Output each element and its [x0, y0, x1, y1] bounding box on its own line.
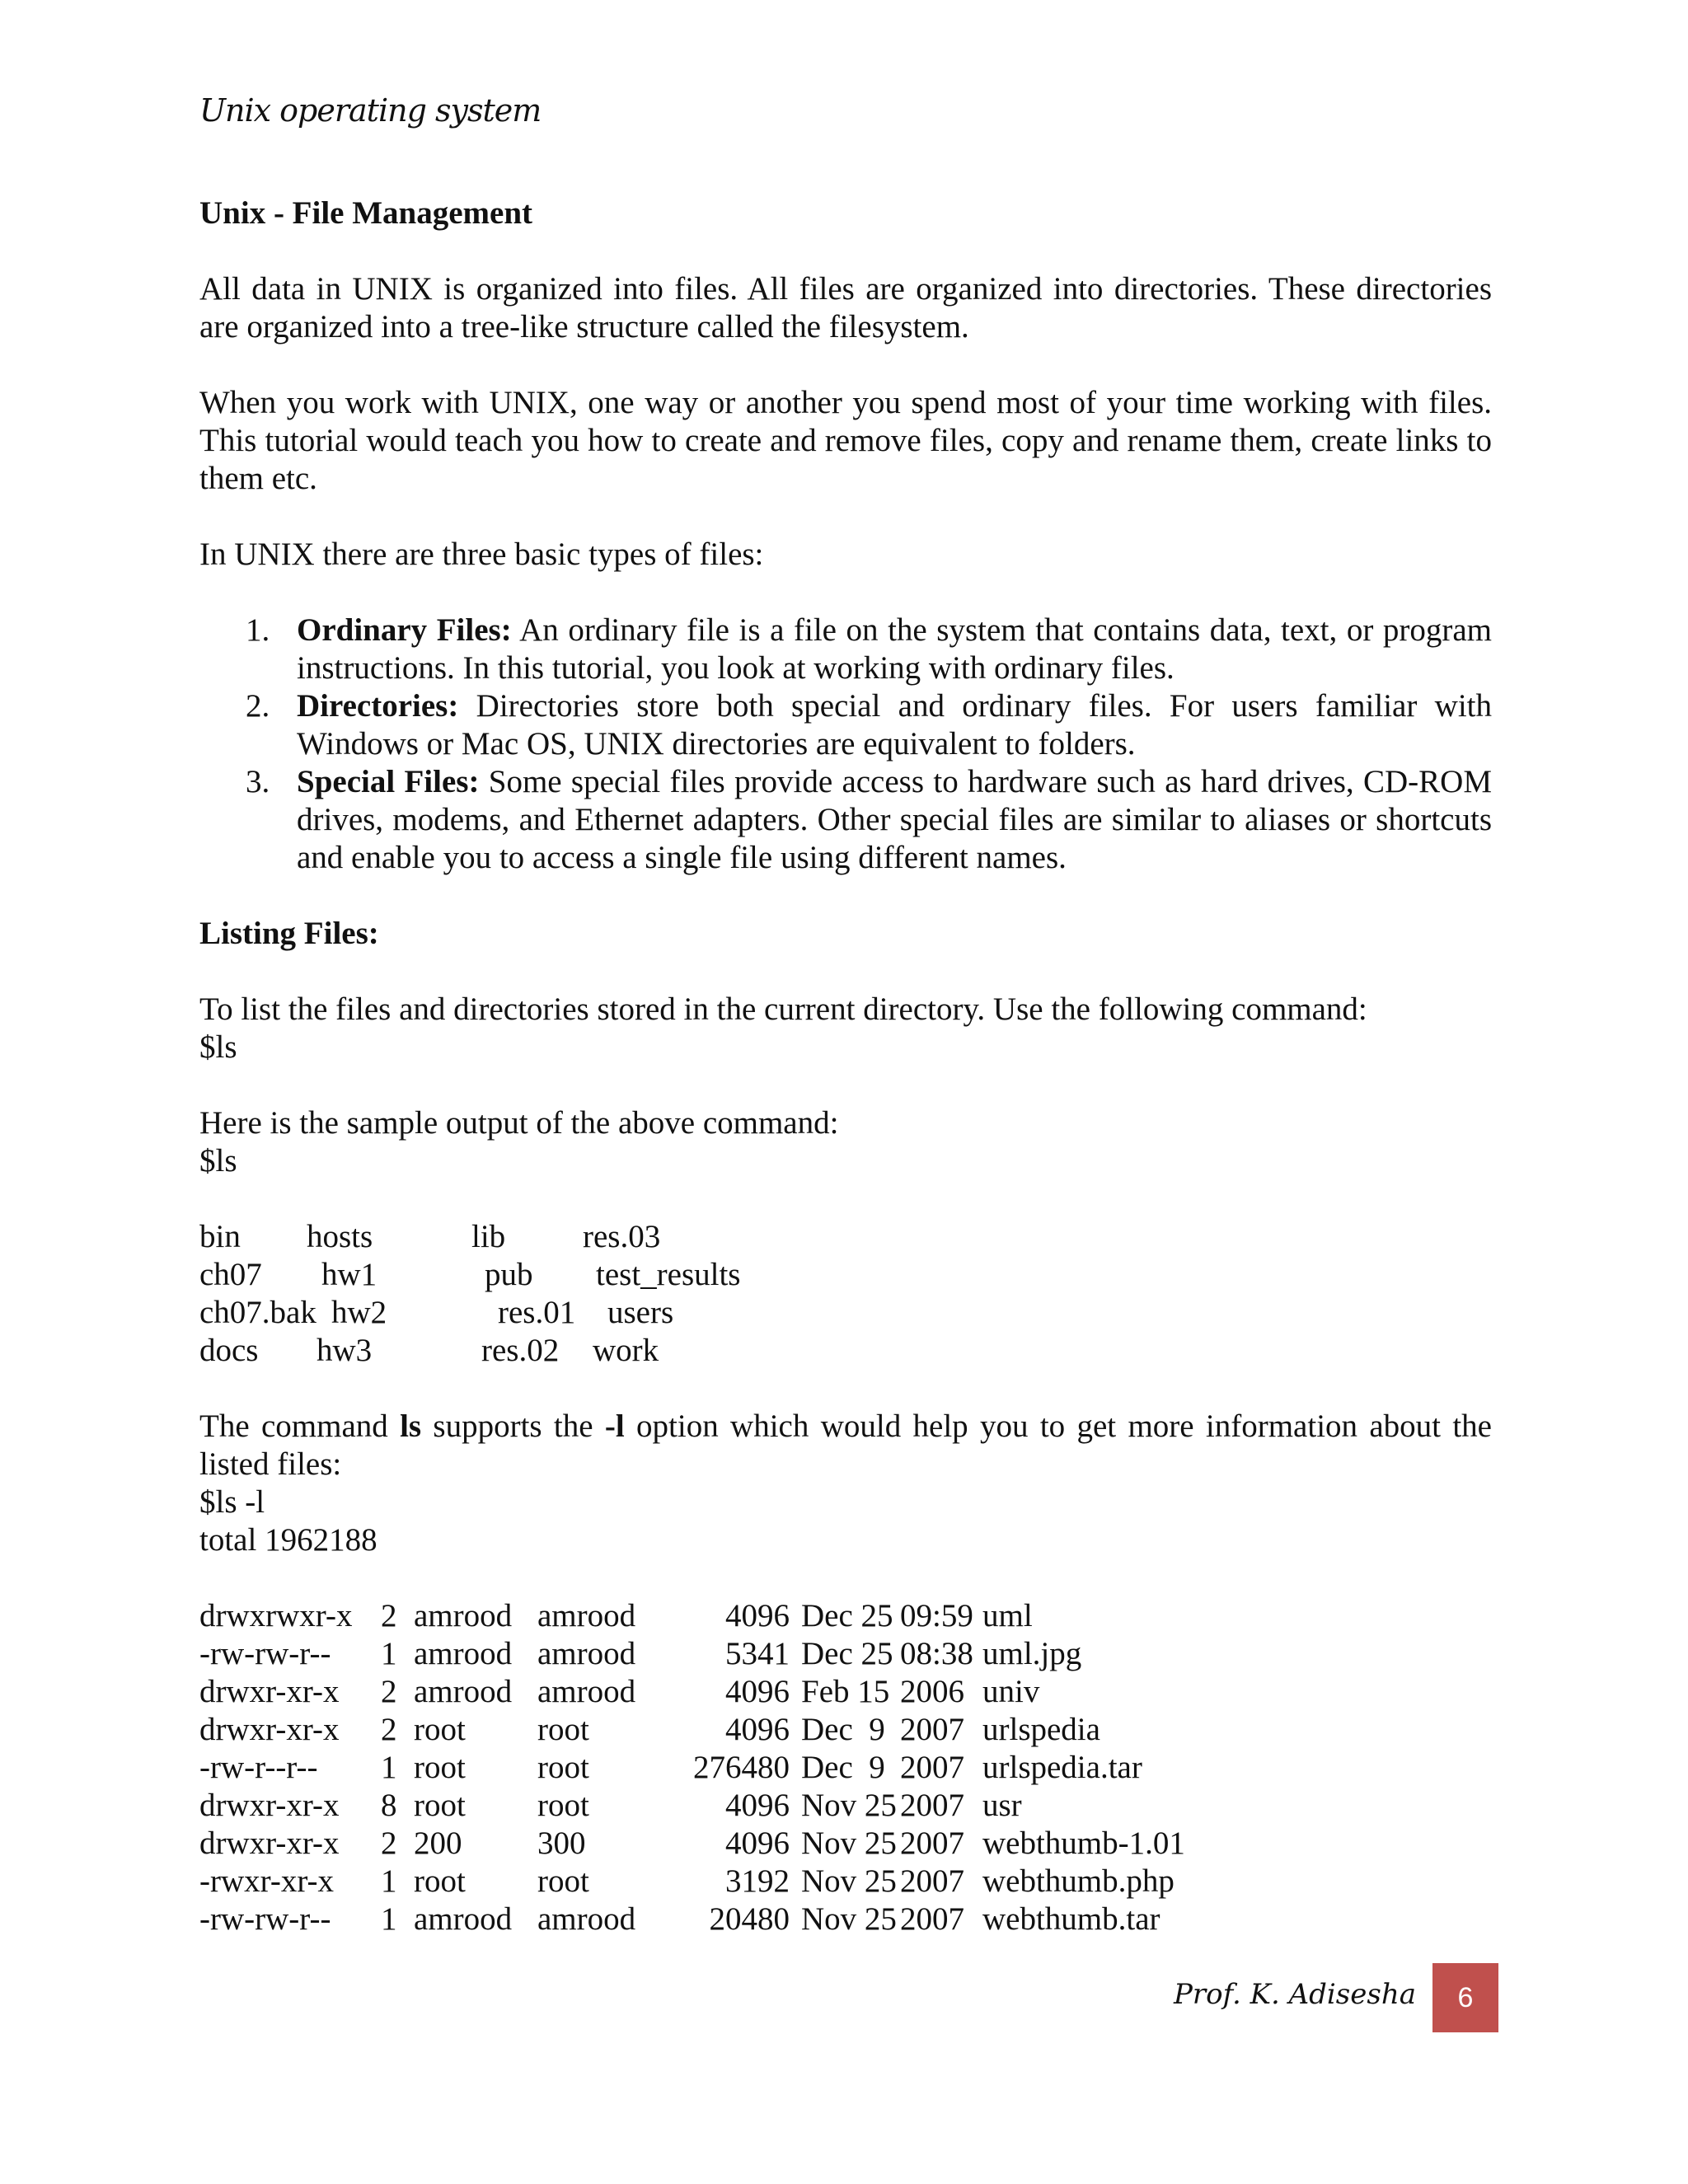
listing-cell: root [537, 1712, 589, 1747]
ls-entry: users [607, 1295, 674, 1330]
section-title: Unix - File Management [199, 195, 533, 231]
listing-cell: root [537, 1788, 589, 1823]
listing-cell: -rw-rw-r-- [199, 1636, 331, 1671]
listing-cell: Nov 25 [801, 1863, 897, 1899]
listing-cell: Nov 25 [801, 1901, 897, 1937]
listing-cell: root [414, 1863, 466, 1899]
file-name: uml.jpg [982, 1636, 1082, 1671]
sample-command: $ls [199, 1143, 237, 1179]
listing-cell: 2 [381, 1674, 397, 1709]
listing-cell: 4096 [725, 1598, 790, 1633]
listing-cell: 4096 [725, 1712, 790, 1747]
listing-cell: drwxr-xr-x [199, 1825, 340, 1861]
option-flag: -l [604, 1408, 625, 1444]
listing-cell: root [414, 1750, 466, 1785]
option-command: ls [400, 1408, 422, 1444]
ls-entry: test_results [596, 1257, 741, 1292]
listing-cell: Dec 25 [801, 1598, 893, 1633]
listing-cell: 08:38 [900, 1636, 973, 1671]
ls-entry: hw3 [316, 1333, 373, 1368]
file-name: webthumb-1.01 [982, 1825, 1185, 1861]
intro-paragraph-3: In UNIX there are three basic types of files: [199, 537, 764, 572]
running-header: Unix operating system [199, 92, 542, 129]
row-end [1180, 1825, 1492, 1863]
file-name: webthumb.php [982, 1863, 1175, 1899]
listing-cell: 2007 [900, 1863, 964, 1899]
listing-cell: 276480 [693, 1750, 790, 1785]
intro-paragraph-2: When you work with UNIX, one way or another you spend most of your time working with files. This tutorial would teach you how to create and remove files, copy and rename them, create links to them etc. [199, 385, 1492, 496]
ls-entry: hw2 [331, 1295, 387, 1330]
ls-entry: hosts [307, 1219, 373, 1254]
option-text: The command [199, 1408, 401, 1444]
listing-cell: drwxr-xr-x [199, 1788, 340, 1823]
list-item-term: Ordinary Files: [297, 612, 512, 648]
listing-cell: amrood [537, 1598, 636, 1633]
file-name: urlspedia [982, 1712, 1100, 1747]
file-types-list [199, 612, 1492, 877]
listing-cell: Dec 9 [801, 1750, 885, 1785]
list-item-term: Directories: [297, 688, 459, 724]
ls-output [199, 1218, 1492, 1370]
listing-cell: 2007 [900, 1750, 964, 1785]
listing-cell: 2007 [900, 1712, 964, 1747]
listing-cell: 09:59 [900, 1598, 973, 1633]
row-end [1180, 1711, 1492, 1749]
listing-cell: Nov 25 [801, 1788, 897, 1823]
list-item-text: Some special files provide access to hardware such as hard drives, CD-ROM drives, modems, and Ethernet adapters. Other special files are similar to aliases or shortcuts and enable you to access a single file using different names. [297, 764, 1493, 875]
list-item-text: An ordinary file is a file on the system that contains data, text, or program instructions. In this tutorial, you look at working with ordinary files. [297, 612, 1492, 686]
listing-cell: drwxr-xr-x [199, 1712, 340, 1747]
ls-entry: res.02 [481, 1333, 560, 1368]
sample-intro: Here is the sample output of the above command: [199, 1105, 839, 1141]
ls-entry: ch07.bak [199, 1295, 316, 1330]
list-item-term: Special Files: [297, 764, 480, 799]
listing-cell: 2007 [900, 1901, 964, 1937]
ls-entry: work [593, 1333, 659, 1368]
listing-cell: Nov 25 [801, 1825, 897, 1861]
long-listing-output [199, 1597, 1492, 1938]
listing-cell: 8 [381, 1788, 397, 1823]
listing-cell: root [537, 1863, 589, 1899]
ls-entry: hw1 [321, 1257, 377, 1292]
listing-instruction: To list the files and directories stored in the current directory. Use the following command: [199, 991, 1367, 1027]
listing-cell: amrood [414, 1598, 513, 1633]
long-command: $ls -l [199, 1484, 265, 1520]
file-name: univ [982, 1674, 1040, 1709]
listing-cell: 20480 [709, 1901, 790, 1937]
listing-cell: 1 [381, 1636, 397, 1671]
listing-cell: -rw-r--r-- [199, 1750, 318, 1785]
listing-cell: 1 [381, 1863, 397, 1899]
intro-paragraph-1: All data in UNIX is organized into files. All files are organized into directories. These directories are organized into a tree-like structure called the filesystem. [199, 271, 1492, 344]
page-body [199, 194, 1492, 1938]
listing-cell: amrood [414, 1901, 513, 1937]
listing-cell: 2007 [900, 1825, 964, 1861]
listing-cell: amrood [537, 1674, 636, 1709]
listing-cell: amrood [414, 1674, 513, 1709]
ls-entry: lib [471, 1219, 506, 1254]
list-item [199, 612, 1492, 687]
listing-cell: 2 [381, 1825, 397, 1861]
listing-cell: 1 [381, 1750, 397, 1785]
listing-cell: Dec 25 [801, 1636, 893, 1671]
ls-entry: pub [485, 1257, 533, 1292]
listing-cell: 2 [381, 1712, 397, 1747]
option-text: option which would help you to get more information about the listed files: [199, 1408, 1492, 1482]
row-end [1180, 1635, 1492, 1673]
ls-command: $ls [199, 1029, 237, 1065]
total-line: total 1962188 [199, 1522, 377, 1558]
ls-entry: res.01 [498, 1295, 576, 1330]
listing-cell: drwxr-xr-x [199, 1674, 340, 1709]
listing-cell: 5341 [725, 1636, 790, 1671]
listing-cell: -rw-rw-r-- [199, 1901, 331, 1937]
ls-entry: res.03 [583, 1219, 661, 1254]
list-item-number: 1. [246, 612, 270, 648]
file-name: urlspedia.tar [982, 1750, 1142, 1785]
listing-cell: Feb 15 [801, 1674, 890, 1709]
row-end [1180, 1787, 1492, 1825]
page-number: 6 [1457, 1981, 1474, 2013]
row-end [1180, 1863, 1492, 1900]
listing-cell: 4096 [725, 1825, 790, 1861]
list-item [199, 763, 1492, 877]
listing-cell: drwxrwxr-x [199, 1598, 353, 1633]
list-item-number: 3. [246, 764, 270, 799]
list-item [199, 687, 1492, 763]
page-number-badge [1432, 1963, 1498, 2032]
listing-cell: 300 [537, 1825, 586, 1861]
ls-entry: bin [199, 1219, 241, 1254]
listing-cell: 4096 [725, 1788, 790, 1823]
list-item-number: 2. [246, 688, 270, 724]
option-text: supports the [421, 1408, 605, 1444]
listing-cell: 200 [414, 1825, 462, 1861]
listing-cell: 4096 [725, 1674, 790, 1709]
listing-cell: -rwxr-xr-x [199, 1863, 335, 1899]
listing-cell: 2007 [900, 1788, 964, 1823]
listing-cell: amrood [537, 1636, 636, 1671]
listing-cell: amrood [414, 1636, 513, 1671]
option-paragraph [199, 1408, 1492, 1483]
list-item-text: Directories store both special and ordinary files. For users familiar with Windows or Mac OS, UNIX directories are equivalent to folders. [297, 688, 1492, 762]
ls-entry: docs [199, 1333, 259, 1368]
row-end [1180, 1673, 1492, 1711]
listing-cell: 2 [381, 1598, 397, 1633]
listing-cell: 1 [381, 1901, 397, 1937]
listing-cell: amrood [537, 1901, 636, 1937]
row-end [1180, 1900, 1492, 1938]
listing-cell: root [414, 1712, 466, 1747]
listing-cell: root [414, 1788, 466, 1823]
listing-cell: root [537, 1750, 589, 1785]
listing-cell: Dec 9 [801, 1712, 885, 1747]
file-name: usr [982, 1788, 1022, 1823]
footer-author: Prof. K. Adisesha [1174, 1978, 1416, 2011]
listing-cell: 3192 [725, 1863, 790, 1899]
ls-entry: ch07 [199, 1257, 262, 1292]
file-name: uml [982, 1598, 1033, 1633]
row-end [1180, 1749, 1492, 1787]
file-name: webthumb.tar [982, 1901, 1160, 1937]
listing-cell: 2006 [900, 1674, 964, 1709]
row-end [1180, 1597, 1492, 1635]
listing-heading: Listing Files: [199, 916, 379, 951]
